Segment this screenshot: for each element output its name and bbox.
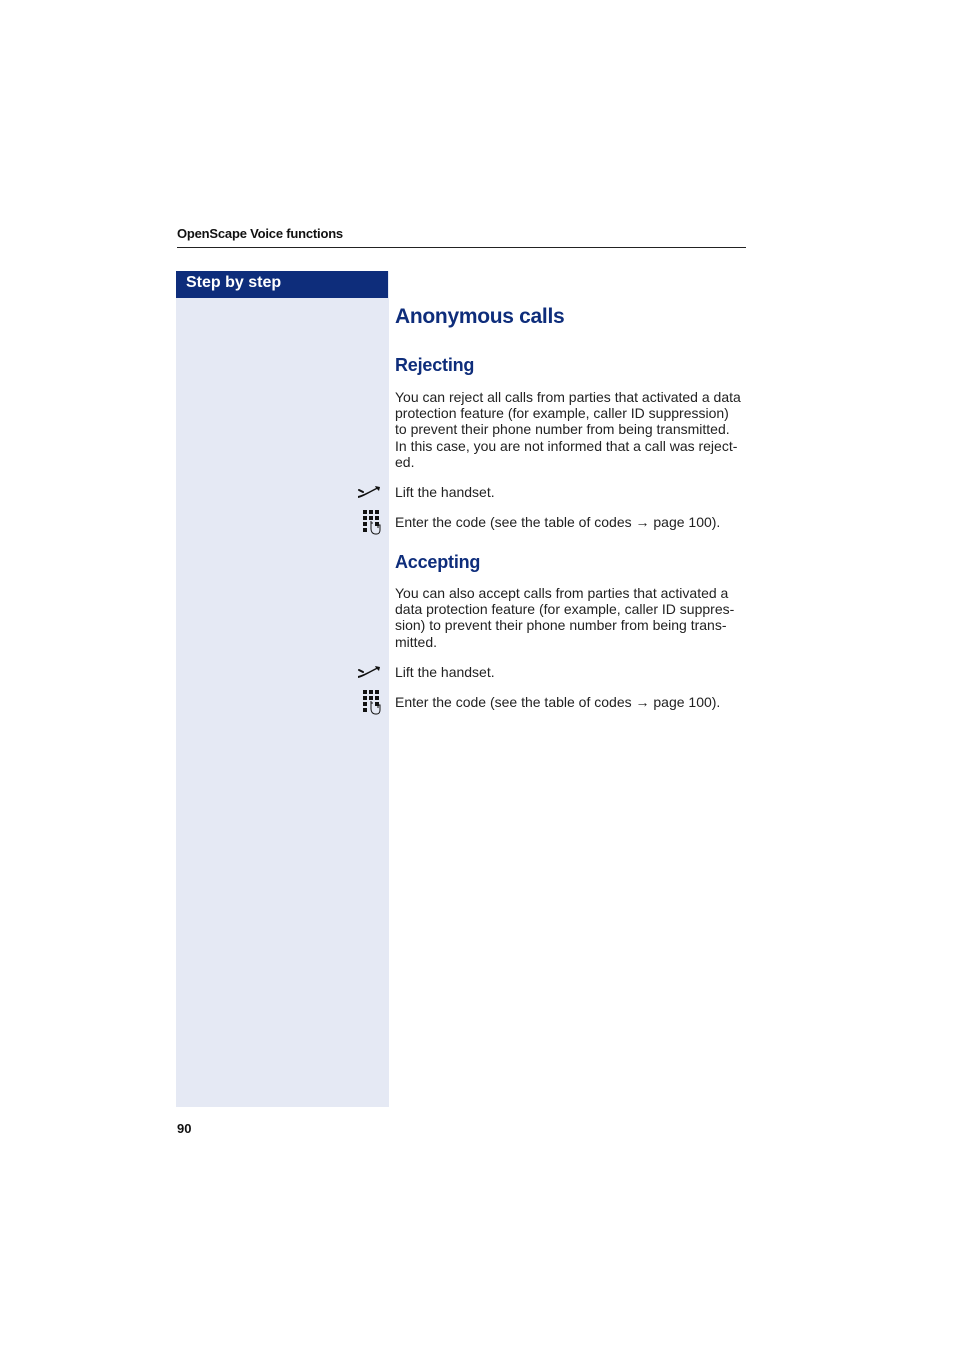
header-rule: [177, 247, 746, 248]
page-number: 90: [177, 1121, 192, 1136]
step-text-lift-handset: Lift the handset.: [395, 484, 495, 500]
keypad-icon: [362, 509, 382, 535]
sidebar-title: Step by step: [186, 274, 282, 291]
step-text-enter-code: Enter the code (see the table of codes → page 100).: [395, 694, 721, 710]
accepting-paragraph: You can also accept calls from parties that activated a data protection feature (for example, caller ID suppres- sion) to prevent their phone number from being trans- mitted.: [395, 585, 735, 650]
section-heading-accepting: Accepting: [395, 552, 481, 572]
sidebar-header: [176, 271, 388, 298]
handset-lift-icon: [357, 484, 381, 500]
page-title: Anonymous calls: [395, 305, 565, 328]
handset-lift-icon: [357, 664, 381, 680]
step-by-step-sidebar: [176, 271, 389, 1107]
step-text-lift-handset: Lift the handset.: [395, 664, 495, 680]
step-text-enter-code: Enter the code (see the table of codes → page 100).: [395, 514, 721, 530]
running-header: OpenScape Voice functions: [177, 226, 343, 241]
rejecting-paragraph: You can reject all calls from parties that activated a data protection feature (for example, caller ID suppression) to prevent their phone number from being transmitted. In this case, you are not informed that a call was reject- ed.: [395, 389, 741, 470]
keypad-icon: [362, 689, 382, 715]
section-heading-rejecting: Rejecting: [395, 355, 475, 375]
